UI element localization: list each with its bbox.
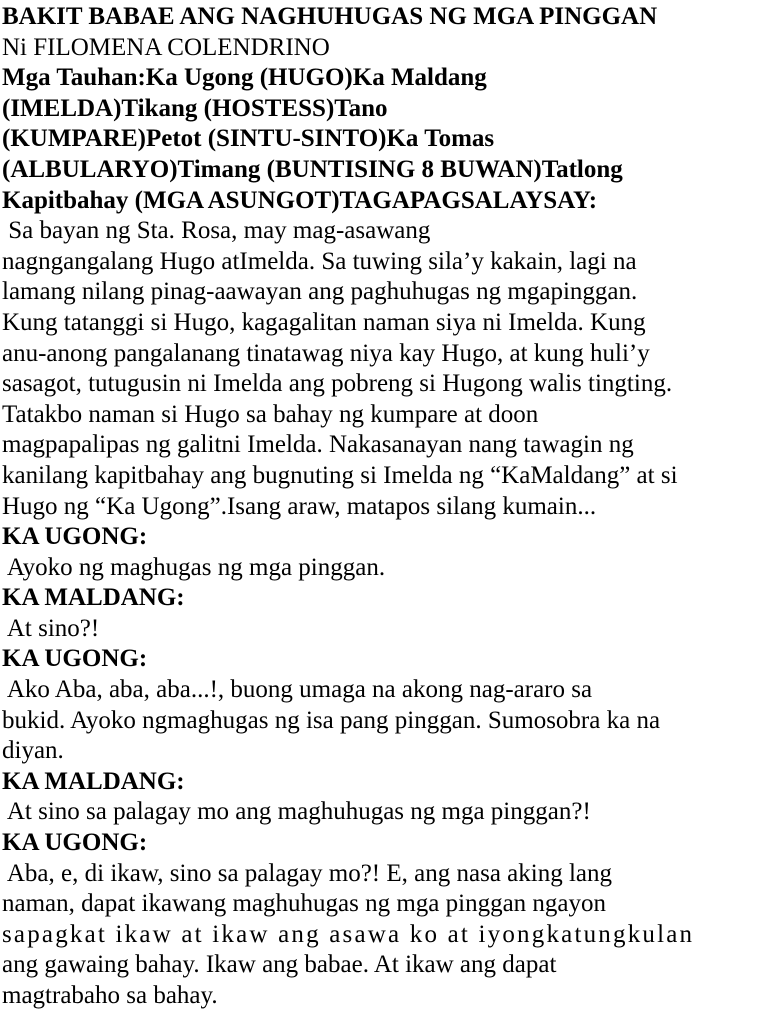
author-line: Ni FILOMENA COLENDRINO (2, 33, 330, 61)
dialogue-block (2, 767, 768, 828)
cast-line: (IMELDA)Tikang (HOSTESS)Tano (2, 94, 388, 122)
dialogue-line: bukid. Ayoko ngmaghugas ng isa pang pinggan. Sumosobra ka na (2, 706, 661, 734)
narration-line: kanilang kapitbahay ang bugnuting si Imelda ng “KaMaldang” at si (2, 461, 678, 489)
dialogue-block (2, 583, 768, 644)
narration-line: lamang nilang pinag-aawayan ang paghuhugas ng mgapinggan. (2, 278, 638, 306)
speaker-label: KA UGONG: (2, 829, 148, 857)
narration-line: Tatakbo naman si Hugo sa bahay ng kumpare at doon (2, 400, 539, 428)
speaker-label: KA MALDANG: (2, 767, 185, 795)
speaker-label: KA UGONG: (2, 645, 148, 673)
narration-line: anu-anong pangalanang tinatawag niya kay Hugo, at kung huli’y (2, 339, 650, 367)
narration-line: sasagot, tutugusin ni Imelda ang pobreng si Hugong walis tingting. (2, 370, 673, 398)
dialogue-line: At sino?! (2, 614, 100, 642)
speaker-label: KA UGONG: (2, 523, 148, 551)
narration-line: magpapalipas ng galitni Imelda. Nakasanayan nang tawagin ng (2, 431, 634, 459)
dialogue-line: diyan. (2, 737, 64, 765)
dialogue-line: ang gawaing bahay. Ikaw ang babae. At ikaw ang dapat (2, 951, 557, 979)
narration-paragraph (2, 216, 768, 522)
cast-list (2, 63, 768, 216)
cast-line: (ALBULARYO)Timang (BUNTISING 8 BUWAN)Tatlong (2, 155, 623, 183)
dialogue-line: Ako Aba, aba, aba...!, buong umaga na akong nag-araro sa (2, 676, 593, 704)
narration-line: nagngangalang Hugo atImelda. Sa tuwing sila’y kakain, lagi na (2, 247, 637, 275)
narration-line: Kung tatanggi si Hugo, kagagalitan naman siya ni Imelda. Kung (2, 308, 646, 336)
dialogue-line: sapagkat ikaw at ikaw ang asawa ko at iyongkatungkulan (2, 920, 695, 948)
document-title: BAKIT BABAE ANG NAGHUHUGAS NG MGA PINGGAN (2, 3, 658, 30)
dialogue-block (2, 644, 768, 766)
cast-line: (KUMPARE)Petot (SINTU-SINTO)Ka Tomas (2, 125, 495, 153)
dialogue-line: Ayoko ng maghugas ng mga pinggan. (2, 553, 386, 581)
dialogue-line: magtrabaho sa bahay. (2, 982, 218, 1009)
cast-line: Mga Tauhan:Ka Ugong (HUGO)Ka Maldang (2, 64, 487, 92)
speaker-label: KA MALDANG: (2, 584, 185, 612)
dialogue-block (2, 828, 768, 1012)
cast-line: Kapitbahay (MGA ASUNGOT)TAGAPAGSALAYSAY: (2, 186, 598, 214)
dialogue-block (2, 522, 768, 583)
narration-line: Sa bayan ng Sta. Rosa, may mag-asawang (2, 217, 431, 245)
dialogue-line: At sino sa palagay mo ang maghuhugas ng mga pinggan?! (2, 798, 591, 826)
dialogue-line: naman, dapat ikawang maghuhugas ng mga pinggan ngayon (2, 890, 607, 918)
narration-line: Hugo ng “Ka Ugong”.Isang araw, matapos silang kumain... (2, 492, 597, 520)
dialogue-line: Aba, e, di ikaw, sino sa palagay mo?! E, ang nasa aking lang (2, 859, 613, 887)
